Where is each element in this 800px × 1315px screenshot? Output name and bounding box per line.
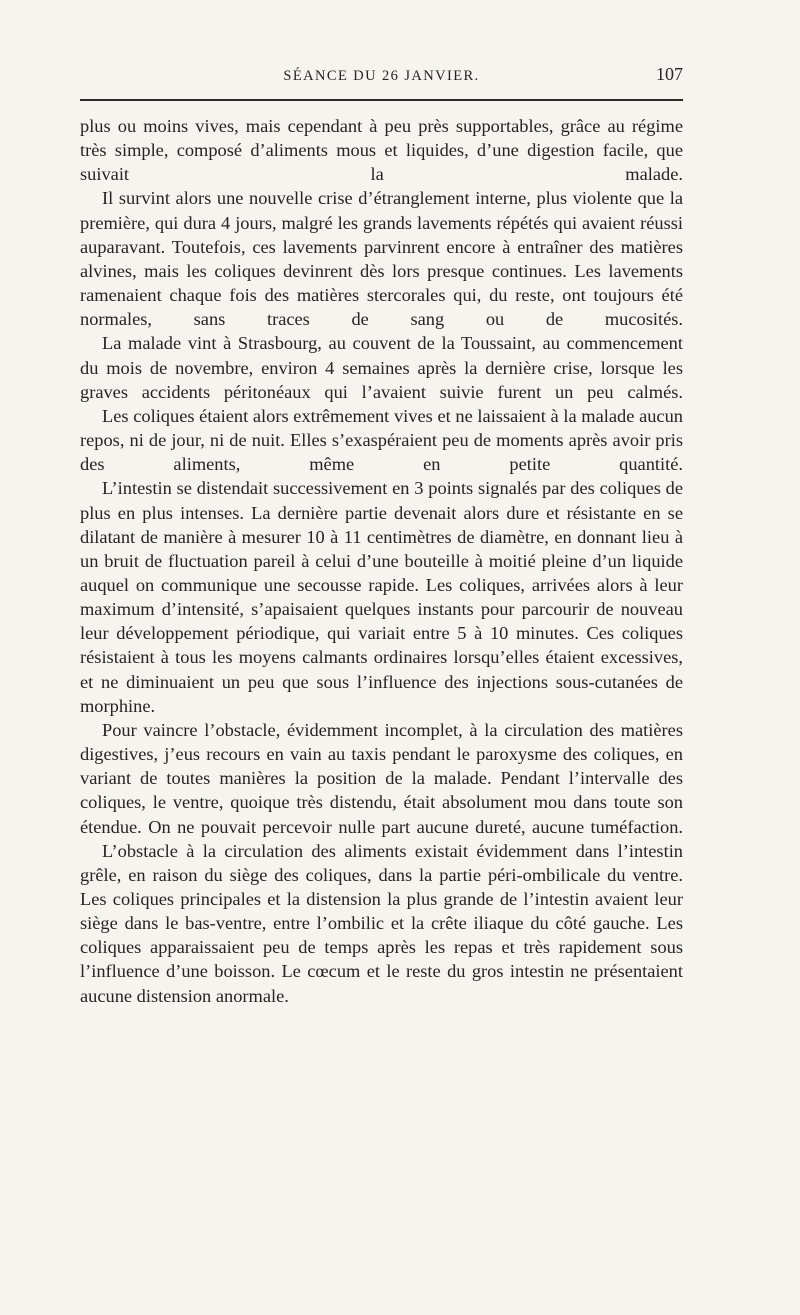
paragraph: La malade vint à Strasbourg, au couvent de la Toussaint, au commencement du mois de novembre, environ 4 semaines après la dernière crise, lorsque les graves accidents péritonéaux qui l’avaient suivie furent un peu calmés. xyxy=(80,333,683,402)
page-number: 107 xyxy=(656,64,683,84)
running-title: SÉANCE DU 26 JANVIER. xyxy=(283,68,480,84)
paragraph: plus ou moins vives, mais cependant à peu près supportables, grâce au régime très simple, composé d’aliments mous et liquides, d’une digestion facile, que suivait la malade. xyxy=(80,116,683,185)
body-text xyxy=(80,114,683,1008)
paragraph: L’intestin se distendait successivement en 3 points signalés par des coliques de plus en plus intenses. La dernière partie devenait alors dure et résistante en se dilatant de manière à mesurer 10 à 11 centimètres de diamètre, en donnant lieu à un bruit de fluctuation pareil à celui d’une bouteille à moitié pleine d’un liquide auquel on communique une secousse rapide. Les coliques, arrivées alors à leur maximum d’intensité, s’apaisaient quelques instants pour parcourir de nouveau leur développement périodique, qui variait entre 5 à 10 minutes. Ces coliques résistaient à tous les moyens calmants ordinaires lorsqu’elles étaient excessives, et ne diminuaient un peu que sous l’influence des injections sous-cutanées de morphine. xyxy=(80,478,683,716)
paragraph: Il survint alors une nouvelle crise d’étranglement interne, plus violente que la première, qui dura 4 jours, malgré les grands lavements répétés qui avaient réussi auparavant. Toutefois, ces lavements parvinrent encore à entraîner des matières alvines, mais les coliques devinrent dès lors presque continues. Les lavements ramenaient chaque fois des matières stercorales qui, du reste, ont toujours été normales, sans traces de sang ou de mucosités. xyxy=(80,188,683,330)
header-rule xyxy=(80,99,683,101)
paragraph: Pour vaincre l’obstacle, évidemment incomplet, à la circulation des matières digestives, j’eus recours en vain au taxis pendant le paroxysme des coliques, en variant de toutes manières la position de la malade. Pendant l’intervalle des coliques, le ventre, quoique très distendu, était absolument mou dans toute son étendue. On ne pouvait percevoir nulle part aucune dureté, aucune tuméfaction. xyxy=(80,719,683,837)
page-header xyxy=(80,64,683,88)
paragraph: Les coliques étaient alors extrêmement vives et ne laissaient à la malade aucun repos, ni de jour, ni de nuit. Elles s’exaspéraient peu de moments après avoir pris des aliments, même en petite quantité. xyxy=(80,405,683,475)
paragraph: L’obstacle à la circulation des aliments existait évidemment dans l’intestin grêle, en raison du siège des coliques, dans la partie péri-ombilicale du ventre. Les coliques principales et la distension la plus grande de l’intestin avaient leur siège dans le bas-ventre, entre l’ombilic et la crête iliaque du côté gauche. Les coliques apparaissaient peu de temps après les repas et très rapidement sous l’influence d’une boisson. Le cœcum et le reste du gros intestin ne présentaient aucune distension anormale. xyxy=(80,840,683,1006)
